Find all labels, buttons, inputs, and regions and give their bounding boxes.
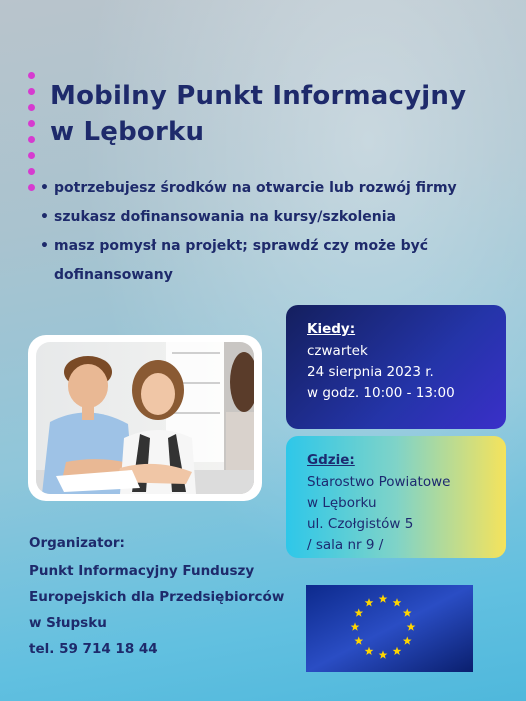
when-card bbox=[286, 305, 506, 429]
organizer-heading: Organizator: bbox=[29, 535, 125, 551]
when-line: czwartek bbox=[307, 343, 368, 359]
when-line: w godz. 10:00 - 13:00 bbox=[307, 385, 455, 401]
title-line-2: w Lęborku bbox=[50, 117, 205, 147]
organizer-line: Europejskich dla Przedsiębiorców bbox=[29, 589, 285, 605]
page-title bbox=[50, 78, 510, 150]
title-line-1: Mobilny Punkt Informacyjny bbox=[50, 81, 467, 111]
organizer-block bbox=[29, 530, 299, 662]
organizer-phone: tel. 59 714 18 44 bbox=[29, 641, 158, 657]
when-line: 24 sierpnia 2023 r. bbox=[307, 364, 434, 380]
organizer-line: w Słupsku bbox=[29, 615, 107, 631]
bullet-item: • szukasz dofinansowania na kursy/szkolenia bbox=[38, 203, 498, 232]
where-line: ul. Czołgistów 5 bbox=[307, 516, 414, 532]
bullet-item-continuation: dofinansowany bbox=[54, 267, 173, 283]
where-line: w Lęborku bbox=[307, 495, 377, 511]
decorative-dots bbox=[28, 72, 38, 200]
where-line: / sala nr 9 / bbox=[307, 537, 384, 553]
organizer-line: Punkt Informacyjny Funduszy bbox=[29, 563, 255, 579]
where-card bbox=[286, 436, 506, 558]
when-heading: Kiedy: bbox=[307, 321, 356, 337]
where-heading: Gdzie: bbox=[307, 452, 355, 468]
bullet-item: • masz pomysł na projekt; sprawdź czy może być bbox=[38, 232, 498, 261]
bullet-list bbox=[38, 174, 498, 290]
office-meeting-photo bbox=[36, 342, 254, 494]
where-line: Starostwo Powiatowe bbox=[307, 474, 451, 490]
bullet-item: • potrzebujesz środków na otwarcie lub rozwój firmy bbox=[38, 174, 498, 203]
eu-flag-icon bbox=[306, 585, 473, 672]
